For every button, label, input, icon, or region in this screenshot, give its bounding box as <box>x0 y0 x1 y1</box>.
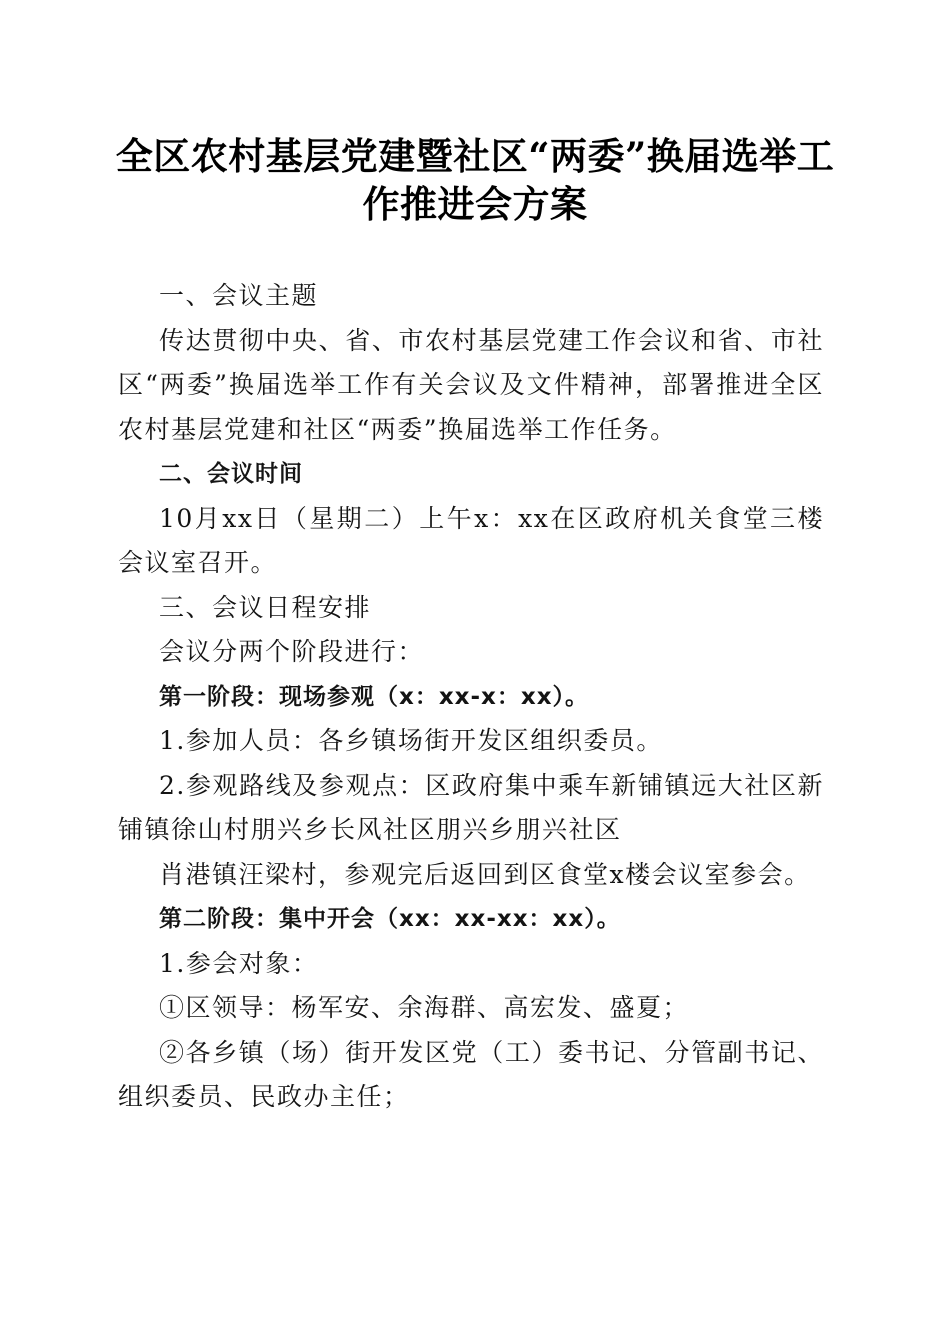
title-line-2: 作推进会方案 <box>362 182 588 226</box>
stage-two-attendees-heading: 1.参会对象： <box>159 948 319 978</box>
stage-one-route: 2.参观路线及参观点：区政府集中乘车新铺镇远大社区新铺镇徐山村朋兴乡长风社区朋兴乡朋兴社区 <box>118 770 824 844</box>
meeting-theme-paragraph: 传达贯彻中央、省、市农村基层党建工作会议和省、市社区“两委”换届选举工作有关会议及文件精神，部署推进全区农村基层党建和社区“两委”换届选举工作任务。 <box>118 325 824 444</box>
stage-one-heading: 第一阶段：现场参观（x：xx-x：xx）。 <box>159 683 590 710</box>
stage-one-route-continued: 肖港镇汪梁村，参观完后返回到区食堂x楼会议室参会。 <box>159 859 811 889</box>
document-body <box>118 274 824 1120</box>
section-heading-meeting-time: 二、会议时间 <box>159 461 303 487</box>
attendees-district-leaders: ①区领导：杨军安、余海群、高宏发、盛夏； <box>159 993 690 1022</box>
attendees-township-officials: ②各乡镇（场）街开发区党（工）委书记、分管副书记、组织委员、民政办主任； <box>118 1037 824 1111</box>
section-heading-meeting-theme: 一、会议主题 <box>159 281 319 310</box>
meeting-time-paragraph: 10月xx日（星期二）上午x：xx在区政府机关食堂三楼会议室召开。 <box>118 503 824 577</box>
stage-one-participants: 1.参加人员：各乡镇场街开发区组织委员。 <box>159 726 663 755</box>
section-heading-schedule: 三、会议日程安排 <box>159 592 372 622</box>
title-line-1: 全区农村基层党建暨社区“两委”换届选举工 <box>115 134 835 178</box>
schedule-intro: 会议分两个阶段进行： <box>159 637 425 666</box>
stage-two-heading: 第二阶段：集中开会（xx：xx-xx：xx）。 <box>159 906 621 932</box>
document-title <box>110 132 840 228</box>
